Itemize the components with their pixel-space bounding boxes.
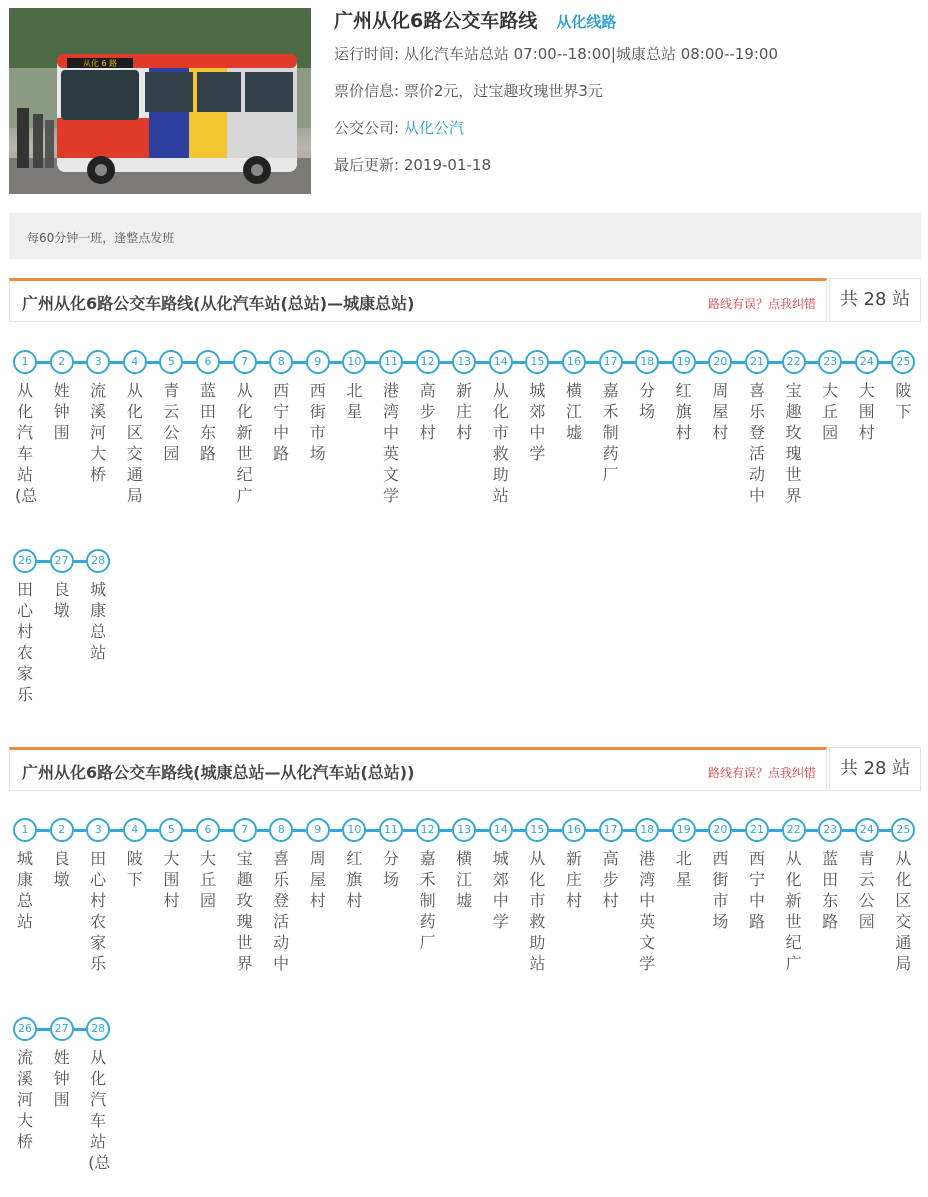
stop-name: 高步村	[419, 381, 436, 442]
route-connector-line	[37, 829, 50, 832]
stop-name: 横江墟	[565, 381, 582, 442]
updated-value: 2019-01-18	[403, 156, 492, 174]
route-connector-line	[732, 361, 745, 364]
hours-value: 从化汽车站总站 07:00--18:00|城康总站 08:00--19:00	[403, 45, 778, 63]
route-connector-line	[659, 361, 672, 364]
route-connector-line	[366, 361, 379, 364]
route-connector-line	[842, 361, 855, 364]
stop-name: 姓钟围	[53, 381, 70, 442]
stop-name: 城康总站	[16, 849, 33, 931]
fare-label: 票价信息:	[334, 82, 400, 100]
stop-name: 喜乐登活动中	[748, 381, 765, 505]
route-connector-line	[806, 361, 819, 364]
stop-name: 从化市救助站	[529, 849, 546, 973]
stop-number-circle: 9	[306, 350, 330, 374]
route-connector-line	[440, 829, 453, 832]
stop-number-circle: 25	[891, 818, 915, 842]
direction-title-box	[9, 747, 827, 791]
route-connector-line	[513, 829, 526, 832]
stop-number-circle: 12	[416, 818, 440, 842]
stop-number-circle: 3	[86, 818, 110, 842]
stop-number-circle: 18	[635, 350, 659, 374]
stop-name: 西街市场	[309, 381, 326, 463]
updated-row	[334, 147, 924, 184]
updated-label: 最后更新:	[334, 156, 400, 174]
stop-count: 共 28 站	[829, 747, 921, 791]
stop-number-circle: 19	[672, 350, 696, 374]
stop-name: 流溪河大桥	[90, 381, 107, 484]
stop-number-circle: 26	[13, 549, 37, 573]
stop-number-circle: 21	[745, 818, 769, 842]
stop-number-circle: 4	[123, 350, 147, 374]
stop-number-circle: 13	[452, 350, 476, 374]
route-connector-line	[659, 829, 672, 832]
stop-number-circle: 9	[306, 818, 330, 842]
route-connector-line	[293, 361, 306, 364]
route-connector-line	[37, 1028, 50, 1031]
stop-number-circle: 7	[233, 818, 257, 842]
report-error-link[interactable]: 路线有误？点我纠错	[707, 766, 816, 780]
stop-number-circle: 22	[782, 818, 806, 842]
stop-number-circle: 27	[50, 549, 74, 573]
stop-name: 港湾中英文学	[382, 381, 399, 505]
stop-number-circle: 24	[855, 818, 879, 842]
stop-name: 蓝田东路	[822, 849, 839, 931]
stop-name: 红旗村	[346, 849, 363, 910]
stop-name: 城康总站	[90, 580, 107, 662]
stop-name: 大围村	[858, 381, 875, 442]
stop-number-circle: 27	[50, 1017, 74, 1041]
stop-number-circle: 13	[452, 818, 476, 842]
stop-number-circle: 2	[50, 818, 74, 842]
stop-number-circle: 10	[342, 818, 366, 842]
stop-number-circle: 10	[342, 350, 366, 374]
route-connector-line	[769, 361, 782, 364]
stop-name: 北星	[675, 849, 692, 889]
route-connector-line	[732, 829, 745, 832]
stop-name: 从化区交通局	[126, 381, 143, 505]
route-connector-line	[623, 829, 636, 832]
stop-number-circle: 28	[86, 549, 110, 573]
direction-header-1	[9, 278, 921, 324]
stop-number-circle: 21	[745, 350, 769, 374]
stop-name: 良墩	[53, 580, 70, 620]
route-connector-line	[586, 361, 599, 364]
route-connector-line	[769, 829, 782, 832]
stop-name: 横江墟	[456, 849, 473, 910]
stop-name: 流溪河大桥	[16, 1048, 33, 1151]
direction-title: 广州从化6路公交车路线(城康总站—从化汽车站(总站))	[22, 763, 415, 782]
route-connector-line	[257, 361, 270, 364]
stop-name: 良墩	[53, 849, 70, 889]
route-connector-line	[257, 829, 270, 832]
stop-number-circle: 11	[379, 818, 403, 842]
route-connector-line	[74, 361, 87, 364]
stop-number-circle: 16	[562, 818, 586, 842]
route-connector-line	[696, 829, 709, 832]
stop-number-circle: 6	[196, 818, 220, 842]
route-info	[334, 6, 924, 184]
stop-number-circle: 15	[525, 818, 549, 842]
stop-number-circle: 23	[818, 350, 842, 374]
route-connector-line	[549, 361, 562, 364]
route-connector-line	[696, 361, 709, 364]
route-connector-line	[476, 361, 489, 364]
stop-name: 从化市救助站	[492, 381, 509, 505]
company-label: 公交公司:	[334, 119, 400, 137]
stop-number-circle: 17	[599, 350, 623, 374]
stop-name: 从化汽车站(总	[88, 1048, 111, 1172]
stop-name: 姓钟围	[53, 1048, 70, 1109]
stop-number-circle: 20	[708, 818, 732, 842]
stop-name: 陂下	[895, 381, 912, 421]
stop-number-circle: 5	[159, 818, 183, 842]
stop-number-circle: 2	[50, 350, 74, 374]
route-connector-line	[147, 829, 160, 832]
stop-number-circle: 14	[489, 350, 513, 374]
stop-name: 周屋村	[712, 381, 729, 442]
stop-number-circle: 1	[13, 350, 37, 374]
direction-title-box	[9, 278, 827, 322]
route-connector-line	[623, 361, 636, 364]
stop-name: 分场	[382, 849, 399, 889]
stop-name: 青云公园	[858, 849, 875, 931]
route-connector-line	[366, 829, 379, 832]
route-connector-line	[806, 829, 819, 832]
route-connector-line	[879, 361, 892, 364]
route-connector-line	[330, 361, 343, 364]
fare-value: 票价2元，过宝趣玫瑰世界3元	[403, 82, 603, 100]
stop-number-circle: 14	[489, 818, 513, 842]
stop-number-circle: 6	[196, 350, 220, 374]
route-connector-line	[586, 829, 599, 832]
stop-name: 新庄村	[456, 381, 473, 442]
stop-number-circle: 18	[635, 818, 659, 842]
route-connector-line	[110, 361, 123, 364]
schedule-notice: 每60分钟一班，逢整点发班	[9, 213, 921, 259]
stop-name: 城郊中学	[492, 849, 509, 931]
route-connector-line	[440, 361, 453, 364]
stop-name: 新庄村	[565, 849, 582, 910]
route-connector-line	[549, 829, 562, 832]
stop-number-circle: 3	[86, 350, 110, 374]
stop-name: 从化区交通局	[895, 849, 912, 973]
route-display-text: 从化 6 路	[82, 59, 118, 68]
stop-number-circle: 11	[379, 350, 403, 374]
stop-name: 嘉禾制药厂	[419, 849, 436, 952]
route-category-link[interactable]: 从化线路	[556, 13, 617, 31]
stop-name: 西街市场	[712, 849, 729, 931]
stop-number-circle: 16	[562, 350, 586, 374]
stop-name: 喜乐登活动中	[273, 849, 290, 973]
stop-name: 陂下	[126, 849, 143, 889]
route-connector-line	[147, 361, 160, 364]
stop-name: 高步村	[602, 849, 619, 910]
stop-name: 港湾中英文学	[639, 849, 656, 973]
stop-number-circle: 26	[13, 1017, 37, 1041]
route-connector-line	[476, 829, 489, 832]
stop-name: 西宁中路	[748, 849, 765, 931]
stop-name: 从化新世纪广	[785, 849, 802, 973]
stop-number-circle: 17	[599, 818, 623, 842]
stop-number-circle: 28	[86, 1017, 110, 1041]
route-connector-line	[842, 829, 855, 832]
stop-name: 红旗村	[675, 381, 692, 442]
route-connector-line	[37, 361, 50, 364]
stop-name: 从化新世纪广	[236, 381, 253, 505]
stop-name: 嘉禾制药厂	[602, 381, 619, 484]
stop-name: 宝趣玫瑰世界	[236, 849, 253, 973]
stop-name: 田心村农家乐	[16, 580, 33, 704]
company-link[interactable]: 从化公汽	[403, 119, 464, 137]
stop-name: 青云公园	[163, 381, 180, 463]
route-connector-line	[220, 829, 233, 832]
stop-number-circle: 19	[672, 818, 696, 842]
bus-illustration	[9, 8, 311, 194]
route-connector-line	[403, 361, 416, 364]
route-connector-line	[513, 361, 526, 364]
route-connector-line	[330, 829, 343, 832]
stop-name: 北星	[346, 381, 363, 421]
hours-label: 运行时间:	[334, 45, 400, 63]
stop-name: 分场	[639, 381, 656, 421]
stop-name: 田心村农家乐	[90, 849, 107, 973]
route-connector-line	[879, 829, 892, 832]
stop-name: 宝趣玫瑰世界	[785, 381, 802, 505]
route-connector-line	[74, 829, 87, 832]
stop-name: 大围村	[163, 849, 180, 910]
stop-number-circle: 15	[525, 350, 549, 374]
bus-photo	[9, 8, 311, 194]
route-connector-line	[403, 829, 416, 832]
stop-number-circle: 8	[269, 350, 293, 374]
stop-name: 城郊中学	[529, 381, 546, 463]
route-connector-line	[110, 829, 123, 832]
stop-number-circle: 23	[818, 818, 842, 842]
stop-number-circle: 25	[891, 350, 915, 374]
route-connector-line	[74, 560, 87, 563]
stop-number-circle: 1	[13, 818, 37, 842]
stop-number-circle: 22	[782, 350, 806, 374]
stop-number-circle: 5	[159, 350, 183, 374]
report-error-link[interactable]: 路线有误？点我纠错	[707, 297, 816, 311]
stop-number-circle: 20	[708, 350, 732, 374]
company-row	[334, 110, 924, 147]
route-connector-line	[183, 361, 196, 364]
route-connector-line	[293, 829, 306, 832]
direction-title: 广州从化6路公交车路线(从化汽车站(总站)—城康总站)	[22, 294, 415, 313]
route-connector-line	[183, 829, 196, 832]
stop-name: 从化汽车站(总	[15, 381, 38, 505]
fare-row	[334, 73, 924, 110]
route-connector-line	[74, 1028, 87, 1031]
stop-number-circle: 8	[269, 818, 293, 842]
hours-row	[334, 36, 924, 73]
direction-header-2	[9, 747, 921, 793]
stop-name: 大丘园	[199, 849, 216, 910]
stop-number-circle: 4	[123, 818, 147, 842]
stop-number-circle: 12	[416, 350, 440, 374]
stop-name: 西宁中路	[273, 381, 290, 463]
stop-count: 共 28 站	[829, 278, 921, 322]
stop-number-circle: 24	[855, 350, 879, 374]
stop-number-circle: 7	[233, 350, 257, 374]
stop-name: 大丘园	[822, 381, 839, 442]
stop-name: 周屋村	[309, 849, 326, 910]
stop-name: 蓝田东路	[199, 381, 216, 463]
route-connector-line	[220, 361, 233, 364]
route-connector-line	[37, 560, 50, 563]
route-title: 广州从化6路公交车路线	[334, 10, 538, 32]
